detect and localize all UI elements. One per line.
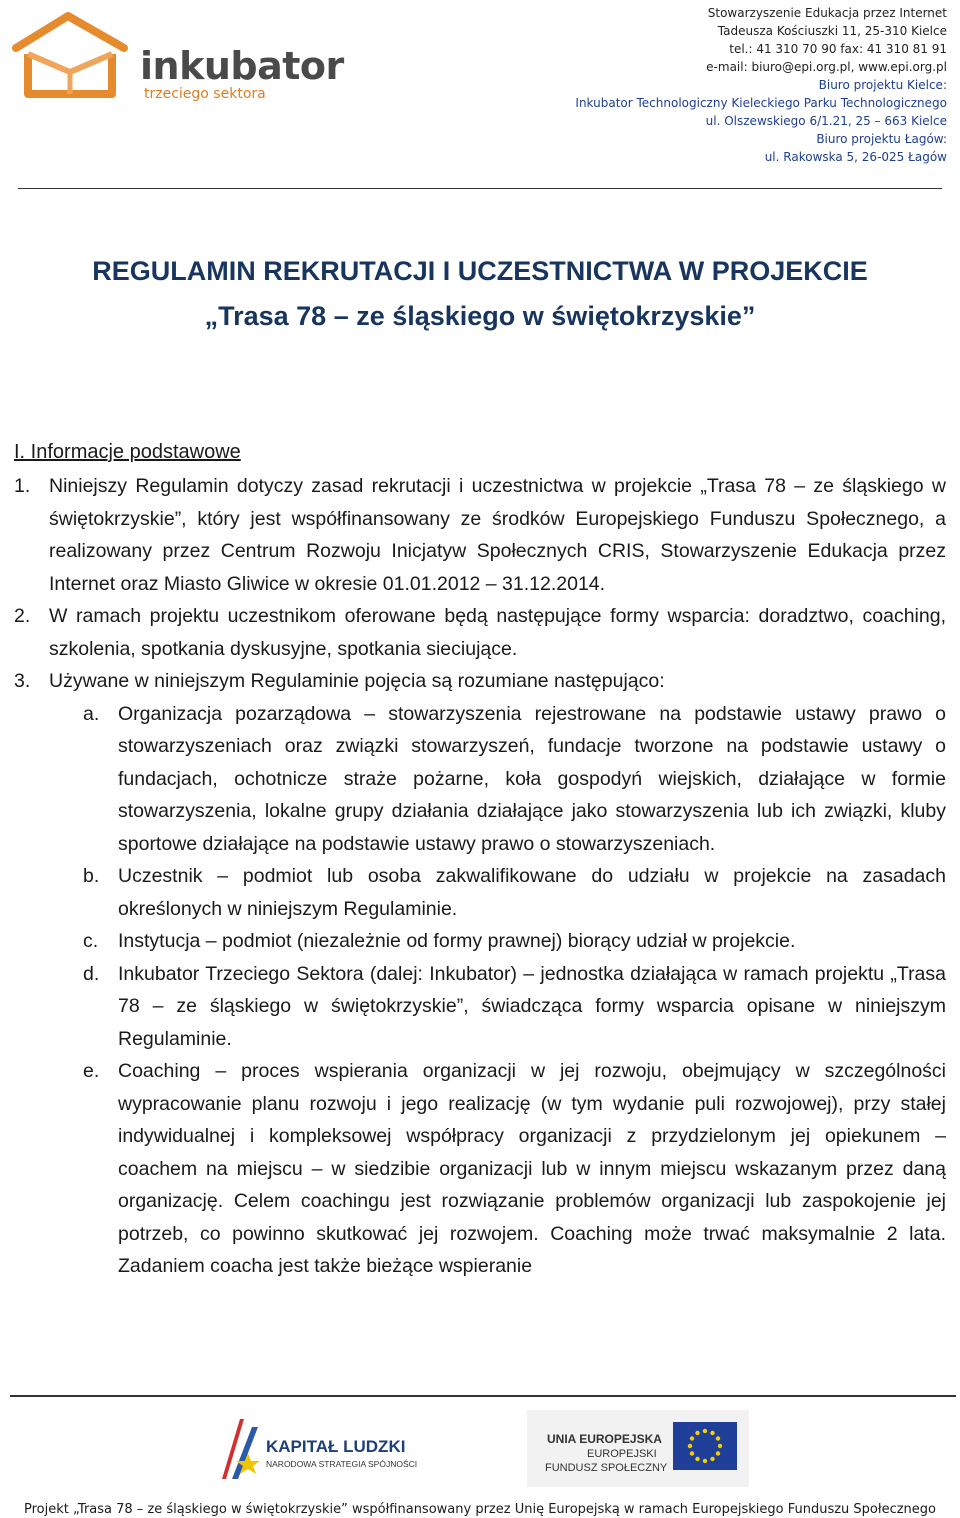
item-letter: c. xyxy=(83,930,99,952)
kapital-ludzki-logo xyxy=(218,1413,418,1485)
item-letter: d. xyxy=(83,962,100,985)
kapital-ludzki-title: KAPITAŁ LUDZKI xyxy=(266,1437,406,1456)
contact-phone: tel.: 41 310 70 90 fax: 41 310 81 91 xyxy=(729,42,947,56)
contact-block xyxy=(575,4,947,166)
contact-email: e-mail: biuro@epi.org.pl, www.epi.org.pl xyxy=(706,60,947,74)
definition-item xyxy=(14,1055,946,1283)
item-number: 1. xyxy=(14,475,31,497)
eu-fund-label-2: FUNDUSZ SPOŁECZNY xyxy=(545,1462,668,1474)
contact-org: Stowarzyszenie Edukacja przez Internet xyxy=(707,6,947,20)
definition-item xyxy=(14,958,946,1056)
item-number: 3. xyxy=(14,670,31,692)
definition-text: Instytucja – podmiot (niezależnie od formy prawnej) biorący udział w projekcie. xyxy=(118,930,796,952)
inkubator-logo xyxy=(6,8,344,108)
definition-item xyxy=(14,698,946,861)
house-box-icon xyxy=(6,8,136,108)
definition-item xyxy=(14,925,946,958)
contact-lagow-office-address: ul. Rakowska 5, 26-025 Łagów xyxy=(764,150,947,164)
footer-divider xyxy=(10,1395,956,1397)
header-divider xyxy=(18,188,942,189)
contact-kielce-office-label: Biuro projektu Kielce: xyxy=(818,78,947,92)
document-title: REGULAMIN REKRUTACJI I UCZESTNICTWA W PROJEKCIE xyxy=(92,256,868,286)
item-letter: e. xyxy=(83,1060,100,1082)
contact-address: Tadeusza Kościuszki 11, 25-310 Kielce xyxy=(717,24,947,38)
contact-kielce-office-name: Inkubator Technologiczny Kieleckiego Parku Technologicznego xyxy=(575,96,947,110)
definition-text: Uczestnik – podmiot lub osoba zakwalifikowane do udziału w projekcie na zasadach określonych w niniejszym Regulaminie. xyxy=(118,865,946,920)
eu-flag-icon xyxy=(673,1422,737,1470)
eu-fund-label-1: EUROPEJSKI xyxy=(587,1448,657,1460)
item-letter: b. xyxy=(83,865,100,887)
eu-efs-logo xyxy=(527,1410,749,1487)
definition-text: Coaching – proces wspierania organizacji w jej rozwoju, obejmujący w szczególności wypracowanie planu rozwoju i jego realizację (w tym wydanie puli rozwojowej), przy stałej indywidualnej i kompleksowej współpracy organizacji z przydzielonym jej opiekunem – coachem na miejscu – w siedzibie organizacji lub w innym miejscu wskazanym przez daną organizację. Celem coachingu jest rozwiązanie problemów organizacji lub zaspokojenie jej potrzeb, co powinno skutkować jej rozwojem. Coaching może trwać maksymalnie 2 lata. Zadaniem coacha jest także bieżące wspieranie xyxy=(118,1060,946,1277)
list-item xyxy=(14,665,946,698)
contact-kielce-office-address: ul. Olszewskiego 6/1.21, 25 – 663 Kielce xyxy=(705,114,947,128)
definition-item xyxy=(14,860,946,925)
definition-text: Organizacja pozarządowa – stowarzyszenia rejestrowane na podstawie ustawy prawo o stowarzyszeniach oraz związki stowarzyszeń, fundacje tworzone na podstawie ustawy o fundacjach, ochotnicze straże pożarne, koła gospodyń wiejskich, działające w formie stowarzyszenia, lokalne grupy działania działające jako stowarzyszenia lub ich związki, kluby sportowe działające na podstawie ustawy prawo o stowarzyszeniach. xyxy=(118,702,946,855)
definition-text: Inkubator Trzeciego Sektora (dalej: Inkubator) – jednostka działająca w ramach projektu „Trasa 78 – ze śląskiego w świętokrzyskie”, świadcząca formy wsparcia opisane w niniejszym Regulaminie. xyxy=(118,962,946,1050)
document-body xyxy=(14,470,946,1283)
section-heading: I. Informacje podstawowe xyxy=(14,441,241,463)
eu-label: UNIA EUROPEJSKA xyxy=(547,1432,662,1446)
item-letter: a. xyxy=(83,702,100,725)
logo-wordmark: inkubator xyxy=(140,44,344,88)
item-text: Niniejszy Regulamin dotyczy zasad rekrutacji i uczestnictwa w projekcie „Trasa 78 – ze śląskiego w świętokrzyskie”, który jest współfinansowany ze środków Europejskiego Funduszu Społecznego, a realizowany przez Centrum Rozwoju Inicjatyw Społecznych CRIS, Stowarzyszenie Edukacja przez Internet oraz Miasto Gliwice w okresie 01.01.2012 – 31.12.2014. xyxy=(49,475,946,595)
document-subtitle: „Trasa 78 – ze śląskiego w świętokrzyskie” xyxy=(204,301,756,331)
contact-lagow-office-label: Biuro projektu Łagów: xyxy=(816,132,947,146)
footer-text: Projekt „Trasa 78 – ze śląskiego w świętokrzyskie” współfinansowany przez Unię Europejską w ramach Europejskiego Funduszu Społecznego xyxy=(23,1502,936,1517)
item-text: Używane w niniejszym Regulaminie pojęcia są rozumiane następująco: xyxy=(49,670,665,692)
item-number: 2. xyxy=(14,605,31,627)
kapital-ludzki-subtitle: NARODOWA STRATEGIA SPÓJNOŚCI xyxy=(266,1459,418,1469)
logo-subtitle: trzeciego sektora xyxy=(144,86,266,102)
list-item xyxy=(14,470,946,600)
list-item xyxy=(14,600,946,665)
item-text: W ramach projektu uczestnikom oferowane będą następujące formy wsparcia: doradztwo, coaching, szkolenia, spotkania dyskusyjne, spotkania sieciujące. xyxy=(49,605,946,660)
